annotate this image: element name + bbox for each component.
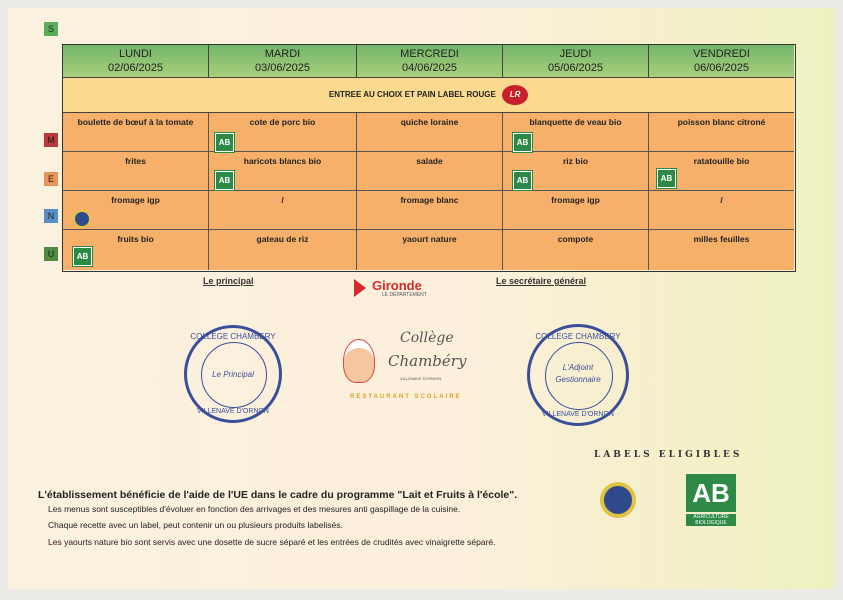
ab-logo-line2: BIOLOGIQUE	[686, 520, 736, 526]
college-tagline: RESTAURANT SCOLAIRE	[350, 394, 462, 400]
college-logo	[338, 326, 468, 410]
menu-cell: quiche loraine	[357, 113, 503, 152]
ab-bio-icon: AB	[513, 133, 532, 152]
college-sub: VILLENAVE D'ORNON	[400, 376, 442, 381]
menu-cell: salade	[357, 152, 503, 191]
chef-mascot-icon	[344, 340, 374, 382]
menu-cell: fromage igp	[63, 191, 209, 230]
day-header-mardi	[209, 45, 357, 77]
ab-logo	[686, 474, 736, 530]
day-name: MARDI	[264, 48, 301, 60]
side-letter-m: M	[44, 133, 58, 147]
menu-cell: fromage blanc	[357, 191, 503, 230]
menu-cell: cote de porc bio	[209, 113, 357, 152]
banner-text: ENTREE AU CHOIX ET PAIN LABEL ROUGE	[328, 90, 496, 99]
ab-logo-mark: AB	[686, 474, 736, 512]
menu-cell: compote	[503, 230, 649, 270]
menu-cell: boulette de bœuf à la tomate	[63, 113, 209, 152]
day-date: 04/06/2025	[401, 62, 458, 74]
menu-cell: /	[649, 191, 794, 230]
side-letter-e: E	[44, 172, 58, 186]
menu-cell: haricots blancs bio	[209, 152, 357, 191]
gironde-arrow-icon	[354, 279, 366, 297]
college-line2: Chambéry	[388, 352, 467, 370]
eu-program-notice: L'établissement bénéficie de l'aide de l'UE dans le cadre du programme "Lait et Fruits à l'école".	[38, 489, 518, 501]
side-letter-n: N	[44, 209, 58, 223]
side-letter-s: S	[44, 22, 58, 36]
stamp-center-text: Le Principal	[212, 370, 254, 379]
menu-table	[62, 44, 796, 272]
principal-stamp	[184, 325, 282, 423]
day-name: VENDREDI	[693, 48, 750, 60]
igp-logo	[600, 482, 636, 518]
footer-note: Les yaourts nature bio sont servis avec une dosette de sucre séparé et les entrées de crudités avec vinaigrette séparé.	[48, 537, 496, 547]
entree-banner	[63, 77, 794, 113]
day-name: JEUDI	[559, 48, 592, 60]
day-header-jeudi	[503, 45, 649, 77]
menu-cell: fromage igp	[503, 191, 649, 230]
footer-note: Les menus sont susceptibles d'évoluer en fonction des arrivages et des mesures anti gaspillage de la cuisine.	[48, 504, 461, 514]
menu-cell: gateau de riz	[209, 230, 357, 270]
menu-cell: blanquette de veau bio	[503, 113, 649, 152]
menu-page	[8, 8, 834, 589]
labels-eligibles-title: LABELS ELIGIBLES	[594, 450, 743, 460]
igp-label-icon	[73, 210, 91, 228]
stamp-ring-text: COLLEGE CHAMBERY	[535, 332, 621, 341]
ab-bio-icon: AB	[657, 169, 676, 188]
gestionnaire-stamp	[527, 324, 629, 426]
gironde-name: Gironde	[372, 278, 422, 293]
gironde-logo	[354, 278, 446, 300]
ab-bio-icon: AB	[513, 171, 532, 190]
footer-note: Chaque recette avec un label, peut contenir un ou plusieurs produits labelisés.	[48, 520, 343, 530]
ab-bio-icon: AB	[73, 247, 92, 266]
menu-cell: fruits bio	[63, 230, 209, 270]
side-letter-u: U	[44, 247, 58, 261]
menu-cell: riz bio	[503, 152, 649, 191]
day-header-lundi	[63, 45, 209, 77]
stamp-center-text: Gestionnaire	[555, 375, 601, 384]
gironde-sub: LE DÉPARTEMENT	[382, 292, 427, 298]
day-date: 06/06/2025	[693, 62, 750, 74]
menu-cell: poisson blanc citroné	[649, 113, 794, 152]
college-line1: Collège	[400, 330, 454, 346]
stamp-ring-text: COLLEGE CHAMBERY	[190, 332, 276, 341]
menu-cell: frites	[63, 152, 209, 191]
day-date: 02/06/2025	[107, 62, 164, 74]
day-header-vendredi	[649, 45, 794, 77]
principal-label: Le principal	[203, 276, 254, 286]
day-name: MERCREDI	[400, 48, 459, 60]
menu-cell: yaourt nature	[357, 230, 503, 270]
stamp-bottom-text: VILLENAVE D'ORNON	[196, 408, 269, 415]
ab-bio-icon: AB	[215, 133, 234, 152]
day-header-mercredi	[357, 45, 503, 77]
menu-cell: milles feuilles	[649, 230, 794, 270]
secretaire-label: Le secrétaire général	[496, 276, 587, 286]
label-rouge-icon: LR	[502, 85, 528, 105]
day-date: 05/06/2025	[547, 62, 604, 74]
menu-cell: ratatouille bio	[649, 152, 794, 191]
ab-logo-line1: AGRICULTURE	[686, 514, 736, 520]
stamp-bottom-text: VILLENAVE D'ORNON	[541, 411, 614, 418]
stamp-center-text: L'Adjoint	[562, 363, 594, 372]
menu-cell: /	[209, 191, 357, 230]
ab-bio-icon: AB	[215, 171, 234, 190]
day-date: 03/06/2025	[254, 62, 311, 74]
day-name: LUNDI	[118, 48, 152, 60]
